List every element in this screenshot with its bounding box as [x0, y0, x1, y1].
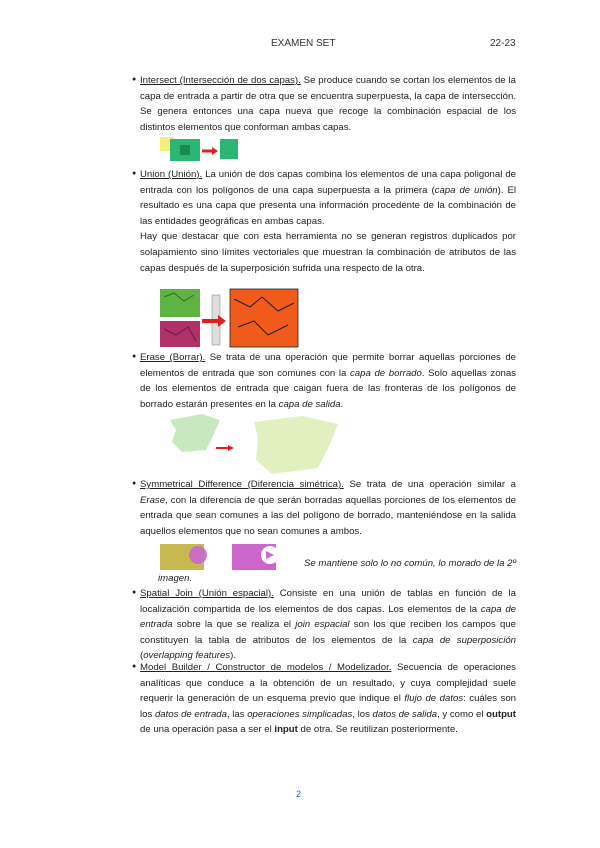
spatialjoin-term: Spatial Join (Unión espacial). — [140, 588, 274, 599]
section-union — [132, 167, 517, 276]
union-input-layer — [160, 289, 200, 317]
erase-term: Erase (Borrar). — [140, 352, 206, 363]
erase-figure — [162, 410, 362, 480]
bullet-icon: ● — [132, 76, 137, 83]
intersect-figure — [158, 133, 240, 163]
union-figure — [158, 287, 300, 349]
union-note: Hay que destacar que con esta herramienta no se generan registros duplicados por solapamiento sino límites vectoriales que muestran la combinación de atributos de las capas después de la superposición sufrida una respecto de la otra. — [140, 231, 516, 274]
symdiff-caption-line1 — [296, 556, 516, 572]
header-title: EXAMEN SET — [271, 38, 336, 49]
erase-input-map — [170, 414, 220, 452]
bullet-icon: ● — [132, 663, 137, 670]
intersect-result-layer — [220, 139, 238, 159]
section-spatialjoin — [132, 586, 516, 664]
symdiff-erase-layer — [189, 546, 207, 564]
page-number: 2 — [296, 789, 302, 799]
union-result-layer — [230, 289, 298, 347]
intersect-term: Intersect (Intersección de dos capas). — [140, 75, 301, 86]
symdiff-caption-line2: imagen. — [158, 573, 193, 584]
bullet-icon: ● — [132, 480, 137, 487]
modelbuilder-term: Model Builder / Constructor de modelos / Modelizador. — [140, 662, 392, 673]
union-overlay-layer — [160, 321, 200, 347]
union-term: Union (Unión). — [140, 169, 203, 180]
bullet-icon: ● — [132, 589, 137, 596]
section-symdiff — [132, 477, 516, 539]
bullet-icon: ● — [132, 170, 137, 177]
modelbuilder-paragraph: Model Builder / Constructor de modelos / Modelizador. Secuencia de operaciones analíticas que conduce a la obtención de un resultado, y cuya complejidad suele requerir la generación de un esquema previo que indique el flujo de datos: cuáles son los datos de entrada, las operaciones simplicadas, los datos de salida, y como el output de una operación pasa a ser el input de otra. Se reutilizan posteriormente. — [140, 662, 516, 736]
spatialjoin-paragraph: Spatial Join (Unión espacial). Consiste en una unión de tablas en función de la localización compartida de los elementos de dos capas. Los elementos de la capa de entrada sobre la que se realiza el join espacial son los que reciben los campos que constituyen la tabla de atributos de los elementos de la capa de superposición (overlapping features). — [140, 588, 516, 662]
header-code: 22-23 — [490, 38, 516, 49]
section-erase — [132, 350, 516, 412]
union-paragraph: Union (Unión). La unión de dos capas combina los elementos de una capa poligonal de entrada con los polígonos de una capa superpuesta a la primera (capa de unión). El resultado es una capa que presenta una información procedente de la combinación de las entidades geográficas en ambas capas. — [140, 169, 517, 227]
symdiff-paragraph: Symmetrical Difference (Diferencia simétrica). Se trata de una operación similar a Erase, con la diferencia de que serán borradas aquellas porciones de los elementos de entrada que sean comunes a las del polígono de borrado, manteniéndose en la salida aquellos elementos que no sean comunes a ambos. — [140, 479, 516, 537]
section-modelbuilder — [132, 660, 516, 738]
symdiff-figure — [160, 541, 290, 571]
intersect-paragraph: Intersect (Intersección de dos capas). Se produce cuando se cortan los elementos de la capa de entrada a partir de otra que se encuentra superpuesta, la capa de intersección. Se genera entonces una capa nueva que recoge la combinación espacial de los distintos elementos que conforman ambas capas. — [140, 75, 516, 133]
bullet-icon: ● — [132, 353, 137, 360]
erase-output-map — [254, 416, 338, 474]
erase-paragraph: Erase (Borrar). Se trata de una operación que permite borrar aquellas porciones de elementos de entrada que son comunes con la capa de borrado. Solo aquellas zonas de los elementos de entrada que caigan fuera de las fronteras de los polígonos de borrado estarán presentes en la capa de salida. — [140, 352, 516, 410]
symdiff-term: Symmetrical Difference (Diferencia simétrica). — [140, 479, 344, 490]
section-intersect — [132, 73, 516, 135]
symdiff-caption: Se mantiene solo lo no común, lo morado de la 2º — [303, 558, 516, 569]
